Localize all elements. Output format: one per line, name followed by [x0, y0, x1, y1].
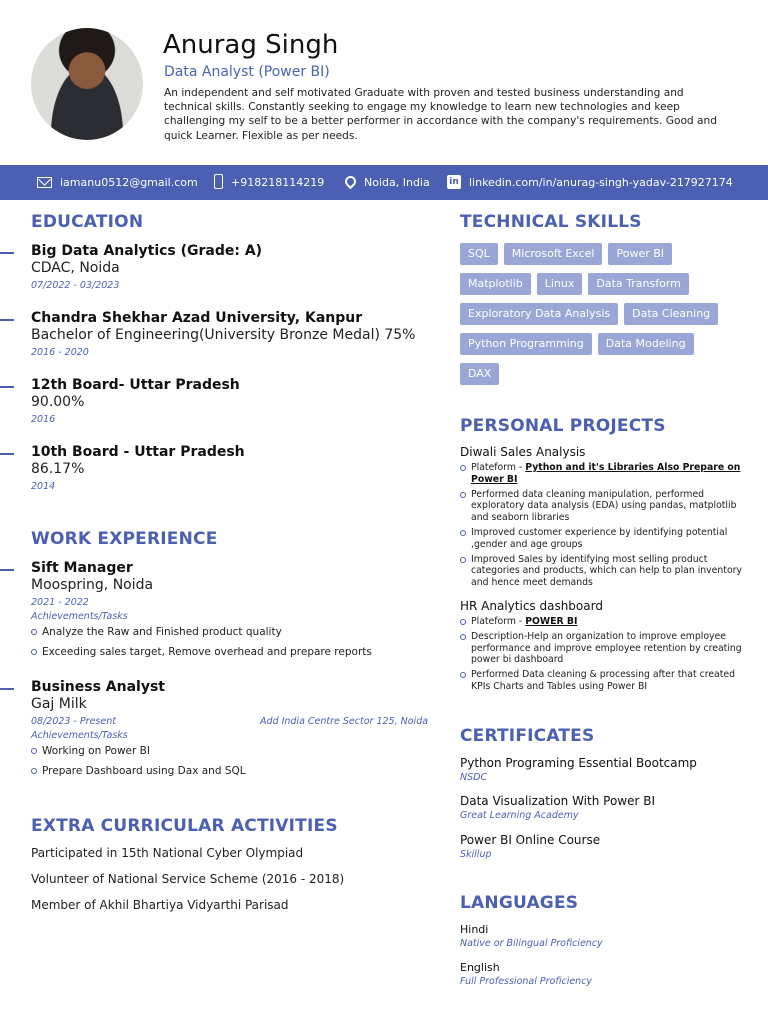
email-text[interactable]: iamanu0512@gmail.com: [60, 176, 198, 189]
skills-list: [460, 243, 730, 393]
skill-chip: SQL: [460, 243, 498, 265]
language-name: English: [460, 961, 500, 974]
skill-chip: Data Cleaning: [624, 303, 718, 325]
timeline-marker: [0, 319, 14, 321]
timeline-marker: [0, 386, 14, 388]
education-title: Chandra Shekhar Azad University, Kanpur: [31, 310, 363, 326]
certificates-heading: CERTIFICATES: [460, 726, 595, 746]
job-company: Gaj Milk: [31, 696, 87, 712]
timeline-marker: [0, 688, 14, 690]
extra-item: Volunteer of National Service Scheme (2016 - 2018): [31, 872, 345, 886]
certificate-item: [460, 756, 697, 783]
work-item: [31, 560, 431, 665]
education-date: 2014: [31, 481, 56, 492]
project-item: [460, 599, 745, 696]
education-date: 2016: [31, 414, 56, 425]
language-item: [460, 961, 592, 987]
project-platform: [460, 462, 745, 486]
project-platform: [460, 616, 745, 628]
project-item: [460, 445, 745, 592]
phone-icon: [214, 174, 223, 189]
candidate-name: Anurag Singh: [163, 30, 339, 60]
profile-summary: An independent and self motivated Graduate with proven and tested business understanding and technical skills. Constantly seeking to engage my knowledge to learn new technologies and keep challenging my self to be a better performer in accordance with the company's requirements. Good and quick Learner. Flexible as per needs.: [164, 87, 717, 142]
platform-value: Python and it's Libraries Also Prepare on Power BI: [471, 462, 741, 485]
task-list: [31, 744, 431, 778]
project-point: Improved Sales by identifying most selling product categories and products, which can help to plan inventory and hence meet demands: [460, 554, 745, 589]
task-item: Analyze the Raw and Finished product quality: [31, 625, 431, 639]
location-text: Noida, India: [364, 176, 430, 189]
extra-item: Participated in 15th National Cyber Olympiad: [31, 846, 304, 860]
certificate-name: Power BI Online Course: [460, 833, 601, 847]
skill-chip: Linux: [537, 273, 583, 295]
education-date: 2016 - 2020: [31, 347, 89, 358]
certificate-item: [460, 794, 655, 821]
phone-text[interactable]: +918218114219: [231, 176, 325, 189]
education-date: 07/2022 - 03/2023: [31, 280, 120, 291]
resume-header: [0, 0, 768, 165]
job-date: 2021 - 2022: [31, 597, 89, 608]
project-point: Description-Help an organization to improve employee performance and improve employee retention by creating power bi dashboard: [460, 631, 745, 666]
extra-item: Member of Akhil Bhartiya Vidyarthi Parisad: [31, 898, 289, 912]
certificate-issuer: Skillup: [460, 849, 492, 860]
project-point: Performed data cleaning manipulation, performed exploratory data analysis (EDA) using pandas, matplotlib and seaborn libraries: [460, 489, 745, 524]
skill-chip: Python Programming: [460, 333, 592, 355]
job-title: Business Analyst: [31, 679, 165, 695]
task-list: [31, 625, 431, 659]
projects-heading: PERSONAL PROJECTS: [460, 416, 666, 436]
task-item: Working on Power BI: [31, 744, 431, 758]
language-name: Hindi: [460, 923, 489, 936]
platform-label: Plateform -: [471, 616, 526, 627]
work-item: [31, 679, 431, 784]
language-level: Native or Bilingual Proficiency: [460, 938, 603, 949]
contact-phone[interactable]: [214, 176, 324, 189]
skill-chip: Data Transform: [588, 273, 688, 295]
job-company: Moospring, Noida: [31, 577, 154, 593]
timeline-marker: [0, 252, 14, 254]
skills-heading: TECHNICAL SKILLS: [460, 212, 642, 232]
education-item: [31, 377, 240, 425]
education-institution: Bachelor of Engineering(University Bronze Medal) 75%: [31, 327, 416, 343]
linkedin-text[interactable]: linkedin.com/in/anurag-singh-yadav-217927174: [469, 176, 733, 189]
timeline-marker: [0, 453, 14, 455]
mail-icon: [37, 177, 52, 188]
certificate-item: [460, 833, 600, 860]
location-pin-icon: [343, 173, 359, 189]
contact-email[interactable]: [37, 176, 198, 189]
task-item: Prepare Dashboard using Dax and SQL: [31, 764, 431, 778]
contact-linkedin[interactable]: [447, 176, 733, 189]
language-level: Full Professional Proficiency: [460, 976, 593, 987]
job-date-text: 08/2023 - Present: [31, 716, 116, 727]
project-title: Diwali Sales Analysis: [460, 445, 586, 459]
project-points: [460, 462, 745, 589]
tasks-label: Achievements/Tasks: [31, 611, 128, 622]
job-location: Add India Centre Sector 125, Noida: [260, 716, 429, 727]
education-title: 12th Board- Uttar Pradesh: [31, 377, 240, 393]
certificate-name: Data Visualization With Power BI: [460, 794, 656, 808]
skill-chip: Power BI: [608, 243, 672, 265]
project-point: Improved customer experience by identifying potential ,gender and age groups: [460, 527, 745, 551]
platform-label: Plateform -: [471, 462, 526, 473]
languages-heading: LANGUAGES: [460, 893, 579, 913]
education-item: [31, 310, 416, 358]
certificate-issuer: NSDC: [460, 772, 488, 783]
contact-bar: [0, 165, 768, 200]
skill-chip: Exploratory Data Analysis: [460, 303, 618, 325]
certificate-issuer: Great Learning Academy: [460, 810, 579, 821]
project-point: Performed Data cleaning & processing after that created KPIs Charts and Tables using Power BI: [460, 669, 745, 693]
project-points: [460, 616, 745, 693]
candidate-role: Data Analyst (Power BI): [164, 64, 330, 80]
project-title: HR Analytics dashboard: [460, 599, 603, 613]
skill-chip: DAX: [460, 363, 499, 385]
job-title: Sift Manager: [31, 560, 133, 576]
skill-chip: Matplotlib: [460, 273, 531, 295]
skill-chip: Data Modeling: [598, 333, 694, 355]
tasks-label: Achievements/Tasks: [31, 730, 128, 741]
linkedin-icon: in: [447, 175, 461, 189]
profile-photo: [31, 28, 143, 140]
education-title: Big Data Analytics (Grade: A): [31, 243, 263, 259]
education-institution: CDAC, Noida: [31, 260, 120, 276]
timeline-marker: [0, 569, 14, 571]
education-item: [31, 444, 245, 492]
skill-chip: Microsoft Excel: [504, 243, 603, 265]
language-item: [460, 923, 603, 949]
platform-value: POWER BI: [525, 616, 578, 627]
task-item: Exceeding sales target, Remove overhead and prepare reports: [31, 645, 431, 659]
education-item: [31, 243, 262, 291]
contact-location: [345, 176, 430, 189]
education-heading: EDUCATION: [31, 212, 144, 232]
education-institution: 86.17%: [31, 461, 85, 477]
job-date: [31, 716, 431, 727]
education-title: 10th Board - Uttar Pradesh: [31, 444, 245, 460]
education-institution: 90.00%: [31, 394, 85, 410]
work-heading: WORK EXPERIENCE: [31, 529, 218, 549]
extra-heading: EXTRA CURRICULAR ACTIVITIES: [31, 816, 338, 836]
certificate-name: Python Programing Essential Bootcamp: [460, 756, 697, 770]
